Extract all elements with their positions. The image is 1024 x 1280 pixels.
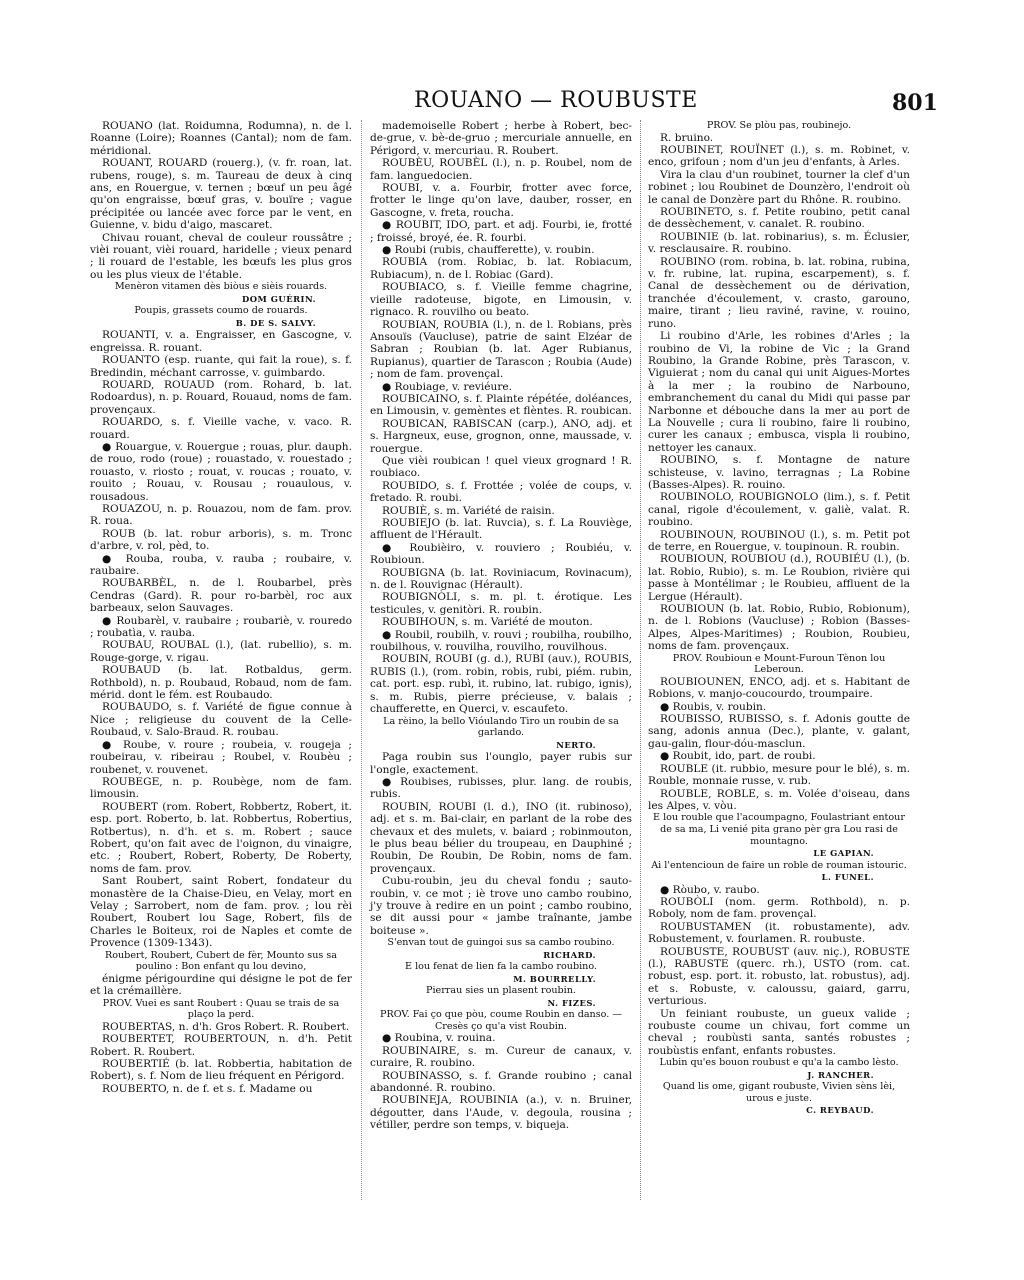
dictionary-entry: ROUBERTIÉ (b. lat. Robbertia, habitation de Robert), s. f. Nom de lieu fréquent en Périgord. [90,1058,352,1083]
quotation: Poupis, grassets coumo de rouards. [134,305,308,317]
dictionary-entry: ROUBIOUNEN, ENCO, adj. et s. Habitant de Robions, v. manjo-coucourdo, troumpaire. [648,675,910,701]
dictionary-entry: ROUBERTET, ROUBERTOUN, n. d'h. Petit Robert. R. Roubert. [90,1033,352,1058]
quotation: E lou fenat de lien fa la cambo roubino. [405,961,597,973]
dictionary-entry: ROUBIN, ROUBI (l. d.), INO (it. rubinoso), adj. et s. m. Bai-clair, en parlant de la robe des chevaux et des mulets, v. baiard ; robinmouton, le plus beau bélier du troupeau, en Dauphiné ; Roubin, De Roubin, De Robin, noms de fam. provençaux. [370,800,632,875]
quotation-author: B. DE S. SALVY. [235,317,316,328]
dictionary-entry: Paga roubin sus l'ounglo, payer rubis sur l'ongle, exactement. [370,751,632,776]
dictionary-entry: ROUARDO, s. f. Vieille vache, v. vaco. R. rouard. [90,416,352,441]
quotation-author: N. FIZES. [547,997,596,1008]
dictionary-entry: ROUBINOLO, ROUBIGNOLO (lim.), s. f. Petit canal, rigole d'écoulement, v. galiè, valat. R. roubino. [648,491,910,529]
dictionary-entry: ROUBAUD (b. lat. Rotbaldus, germ. Rothbold), n. p. Roubaud, Robaud, nom de fam. mérid. dont le fém. est Roubaudo. [90,664,352,702]
quotation: PROV. Fai ço que pòu, coume Roubin en danso. — Cresès ço qu'a vist Roubin. [380,1009,622,1032]
dictionary-entry: ROUBINIE (b. lat. robinarius), s. m. Éclusier, v. resclausaire. R. roubino. [648,230,910,256]
dictionary-entry: ROUANO (lat. Roidumna, Rodumna), n. de l. Roanne (Loire); Roannes (Cantal); nom de fam. méridional. [90,120,352,157]
quotation-author: DOM GUÉRIN. [242,293,316,304]
page-number: 801 [892,90,938,116]
dictionary-entry: ROUBIN, ROUBI (g. d.), RUBI (auv.), ROUBIS, RUBIS (l.), (rom. robin, robis, rubi, piém. rubin, cat. port. esp. rubì, it. rubino, lat. rubigo, ignis), s. m. Rubis, pierre précieuse, v. balais ; chaufferette, en Querci, v. escaufeto. [370,653,632,716]
column-middle [370,120,632,1132]
dictionary-entry: Vira la clau d'un roubinet, tourner la clef d'un robinet ; lou Roubinet de Dounzèro, l'endroit où le canal de Donzère part du Rhône. R. roubino. [648,168,910,206]
dictionary-entry: ROUBIOUN, ROUBIOU (d.), ROUBIÉU (l.), (b. lat. Robio, Rubio), s. m. Le Roubion, rivière qui passe à Montélimar ; le Roubieu, affluent de la Lergue (Hérault). [648,553,910,603]
dictionary-entry: ROUBERTAS, n. d'h. Gros Robert. R. Roubert. [102,1020,350,1033]
dictionary-entry: ● Rouba, rouba, v. rauba ; roubaire, v. raubaire. [90,552,352,577]
dictionary-entry: ROUBUSTE, ROUBUST (auv. niç.), ROBUSTE (l.), RABUSTE (querc. rh.), USTO (rom. cat. robust, esp. port. it. robusto, lat. robustus), adj. et s. Robuste, v. caloussu, gaiard, garru, verturious. [648,945,910,1008]
dictionary-entry: ROUBÈU, ROUBÈL (l.), n. p. Roubel, nom de fam. languedocien. [370,157,632,182]
dictionary-entry: ROUBISSO, RUBISSO, s. f. Adonis goutte de sang, adonis annua (Dec.), plante, v. galant, gau-galin, flour-dóu-masclun. [648,713,910,750]
quotation: S'envan tout de guingoi sus sa cambo roubino. [387,937,615,949]
quotation: PROV. Roubioun e Mount-Furoun Tènon lou Leberoun. [672,652,886,676]
dictionary-entry: ROUBUSTAMEN (it. robustamente), adv. Robustement, v. fourlamen. R. roubuste. [648,920,910,946]
quotation: Roubert, Roubert, Cubert de fèr, Mounto sus sa poulino : Bon enfant qu lou devino, [105,949,337,973]
dictionary-entry: ROUBIAN, ROUBIA (l.), n. de l. Robians, près Ansouïs (Vaucluse), patrie de saint Elzéar de Sabran ; Roubian (b. lat. Ager Rubianus, Rupianus), quartier de Tarascon ; Roubia (Aude) ; nom de fam. provençal. [370,318,632,381]
dictionary-entry: Li roubino d'Arle, les robines d'Arles ; la roubino de Vi, la robine de Vic ; la Grand Roubino, la Grande Robine, près Tarascon, v. Viguierat ; nom du canal qui unit Aigues-Mortes à la mer ; la roubino de Narbouno, embranchement du canal du Midi qui passe par Narbonne et débouche dans la mer au port de La Nouvelle ; cura li roubino, faire li roubino, curer les canaux ; embusca, vispla li roubino, nettoyer les canaux. [648,330,910,454]
dictionary-entry: ROUBAU, ROUBAL (l.), (lat. rubellio), s. m. Rouge-gorge, v. rigau. [90,639,352,664]
dictionary-entry: ● Roubis, v. roubin. [660,700,767,713]
dictionary-entry: ROUBIHOUN, s. m. Variété de mouton. [382,616,593,629]
dictionary-entry: ROUBARBÈL, n. de l. Roubarbel, près Cendras (Gard). R. pour ro-barbèl, roc aux barbeaux, selon Sauvages. [90,577,352,615]
dictionary-entry: ROUBINEJA, ROUBINIA (a.), v. n. Bruiner, dégoutter, dans l'Aude, v. degoula, rousina ; vétiller, perdre son temps, v. biqueja. [370,1094,632,1132]
dictionary-entry: énigme périgourdine qui désigne le pot de fer et la crémaillère. [90,972,352,998]
dictionary-entry: ROUBINAIRE, s. m. Cureur de canaux, v. curaire, R. roubino. [370,1044,632,1070]
dictionary-entry: ROUBIGNA (b. lat. Roviniacum, Rovinacum), n. de l. Rouvignac (Hérault). [370,566,632,592]
dictionary-entry: ROUBERT (rom. Robert, Robbertz, Robert, it. esp. port. Roberto, b. lat. Robbertus, Robertius, Rotbertus), n. d'h. et s. m. Robert ; sauce Robert, qu'on fait avec de l'oignon, du vinaigre, etc. ; Roubert, Robert, Roberty, De Roberty, noms de fam. prov. [90,800,352,875]
dictionary-entry: ROUBICAINO, s. f. Plainte répétée, doléances, en Limousin, v. gemèntes et flèntes. R. roubican. [370,392,632,418]
dictionary-entry: ROUBINO (rom. robina, b. lat. robina, rubina, v. fr. rubine, lat. rupina, escarpement), s. f. Canal de dessèchement ou de dérivation, tranchée d'écoulement, v. crasto, garouno, maire, tirant ; lieu raviné, ravine, v. rouino, runo. [648,255,910,330]
dictionary-entry: ROUBINOUN, ROUBINOU (l.), s. m. Petit pot de terre, en Rouergue, v. toupinoun. R. roubin. [648,528,910,553]
running-title: ROUANO — ROUBUSTE [414,88,698,113]
quotation: Lubin qu'es bouon roubust e qu'a la cambo lèsto. [659,1057,899,1069]
dictionary-entry: ● Roubiage, v. reviéure. [382,380,513,393]
dictionary-entry: ● Roubises, rubisses, plur. lang. de roubis, rubis. [370,775,632,801]
dictionary-entry: ROUBIDO, s. f. Frottée ; volée de coups, v. fretado. R. roubi. [370,479,632,505]
quotation: PROV. Se plòu pas, roubinejo. [706,120,852,131]
dictionary-entry: ROUBERTO, n. de f. et s. f. Madame ou [102,1082,313,1095]
dictionary-entry: ROUBIEJO (b. lat. Ruvcia), s. f. La Rouviège, affluent de l'Hérault. [370,517,632,542]
dictionary-entry: ● Roubina, v. rouina. [382,1032,496,1045]
dictionary-entry: ● Roubil, roubilh, v. rouvi ; roubilha, roubilho, roubilhous, v. rouvilha, rouvilho, rouvilhous. [370,628,632,654]
dictionary-entry: ROUBLE (it. rubbio, mesure pour le blé), s. m. Rouble, monnaie russe, v. rub. [648,762,910,788]
dictionary-entry: ROUANTI, v. a. Engraisser, en Gascogne, v. engreissa. R. rouant. [90,329,352,354]
dictionary-entry: ● Roubit, ido, part. de roubi. [660,750,816,763]
quotation-author: LE GAPIAN. [813,848,874,859]
dictionary-entry: ROUANTO (esp. ruante, qui fait la roue), s. f. Bredindin, méchant carrosse, v. guimbardo. [90,354,352,379]
dictionary-entry: ROUARD, ROUAUD (rom. Rohard, b. lat. Rodoardus), n. p. Rouard, Rouaud, noms de fam. provençaux. [90,378,352,416]
quotation-author: C. REYBAUD. [806,1105,874,1116]
column-left [90,120,352,1095]
dictionary-entry: ● Roube, v. roure ; roubeia, v. rougeja ; roubeirau, v. ribeirau ; Roubel, v. Roubèu ; roubenet, v. rouvenet. [90,738,352,776]
dictionary-entry: ROUANT, ROUARD (rouerg.), (v. fr. roan, lat. rubens, rouge), s. m. Taureau de deux à cinq ans, en Rouergue, v. ternen ; bœuf un peu âgé qu'on engraisse, bœuf gras, v. bouïre ; vague précipitée ou lancée avec force par le vent, en Guienne, v. bidu d'aigo, mascaret. [90,157,352,232]
quotation: Menèron vitamen dès biòus e sièis rouards. [114,281,328,293]
dictionary-entry: ROUBIÈ, s. m. Variété de raisin. [382,504,555,517]
quotation: Quand lis ome, gigant roubuste, Vivien sèns lèi, urous e juste. [662,1081,896,1104]
dictionary-entry: ROUBINO, s. f. Montagne de nature schisteuse, v. lavino, terragnas ; La Robine (Basses-Alpes). R. rouino. [648,454,910,491]
dictionary-entry: ROUBIACO, s. f. Vieille femme chagrine, vieille radoteuse, bigote, en Limousin, v. rignaco. R. rouvilho ou beato. [370,281,632,319]
dictionary-entry: ● Roubièiro, v. rouviero ; Roubiéu, v. Roubioun. [370,541,632,567]
dictionary-entry: ● Roubi (rubis, chaufferette), v. roubin. [382,244,595,257]
quotation: PROV. Vuei es sant Roubert : Quau se trais de sa plaço la perd. [102,997,340,1021]
quotation: E lou rouble que l'acoumpagno, Foulastriant entour de sa ma, Li venié pita grano pèr gra Lou rasi de mountagno. [653,812,905,847]
dictionary-entry: ● ROUBIT, IDO, part. et adj. Fourbi, ie, frotté ; froissé, broyé, ée. R. fourbi. [370,219,632,244]
quotation-author: NERTO. [556,739,596,750]
dictionary-entry: ROUBIA (rom. Robiac, b. lat. Robiacum, Rubiacum), n. de l. Robiac (Gard). [370,256,632,281]
quotation: Ai l'entencioun de faire un roble de rouman istouric. [651,859,907,871]
dictionary-entry: Sant Roubert, saint Robert, fondateur du monastère de la Chaise-Dieu, en Velay, mort en Velay ; Sarrobert, nom de fam. prov. ; lou rèi Roubert, Roubert lou Sage, Robert, fils de Charles le Boiteux, roi de Naples et comte de Provence (1309-1343). [90,875,352,950]
dictionary-entry: ROUAZOU, n. p. Rouazou, nom de fam. prov. R. roua. [90,502,352,528]
dictionary-entry: ROUBEGE, n. p. Roubège, nom de fam. limousin. [90,775,352,801]
quotation-author: L. FUNEL. [821,872,874,883]
dictionary-entry: ROUBLE, ROBLE, s. m. Volée d'oiseau, dans les Alpes, v. vòu. [648,787,910,812]
dictionary-entry: ● Ròubo, v. raubo. [660,883,760,896]
dictionary-entry: ROUBICAN, RABISCAN (carp.), ANO, adj. et s. Hargneux, euse, grognon, onne, maussade, v. rouergue. [370,417,632,455]
dictionary-entry: ROUBIGNÒLI, s. m. pl. t. érotique. Les testicules, v. genitòri. R. roubin. [370,591,632,616]
quotation-author: M. BOURRELLY. [513,973,596,984]
dictionary-entry: ROUBÒLI (nom. germ. Rothbold), n. p. Roboly, nom de fam. provençal. [648,895,910,921]
dictionary-entry: ROUBINETO, s. f. Petite roubino, petit canal de dessèchement, v. canalet. R. roubino. [648,206,910,231]
dictionary-entry: ROUBINET, ROUÏNET (l.), s. m. Robinet, v. enco, grifoun ; nom d'un jeu d'enfants, à Arles. [648,144,910,169]
column-divider [640,120,641,1200]
column-right [648,120,910,1117]
dictionary-entry: ● Roubarèl, v. raubaire ; roubariè, v. rouredo ; roubatìa, v. rauba. [90,614,352,640]
dictionary-entry: ROUB (b. lat. robur arboris), s. m. Tronc d'arbre, v. rol, pèd, to. [90,527,352,553]
dictionary-entry: ROUBIOUN (b. lat. Robio, Rubio, Robionum), n. de l. Robions (Vaucluse) ; Robion (Basses-Alpes, Alpes-Maritimes) ; Roubion, Roubieu, noms de fam. provençaux. [648,603,910,653]
column-divider [361,120,362,1200]
dictionary-entry: ROUBAUDO, s. f. Variété de figue connue à Nice ; religieuse du couvent de la Celle-Roubaud, v. Salo-Braud. R. roubau. [90,701,352,739]
dictionary-entry: Un feiniant roubuste, un gueux valide ; roubuste coume un chivau, fort comme un cheval ; roubùsti santa, santés robustes ; roubùstis enfant, enfants robustes. [648,1007,910,1057]
quotation-author: RICHARD. [543,949,596,960]
page-header [0,88,1024,118]
dictionary-entry: Que vièi roubican ! quel vieux grognard ! R. roubiaco. [370,454,632,480]
dictionary-entry: mademoiselle Robert ; herbe à Robert, bec-de-grue, v. bè-de-gruo ; mercuriale annuelle, en Périgord, v. mercuriau. R. Roubert. [370,120,632,157]
dictionary-entry: Chivau rouant, cheval de couleur roussâtre ; vièi rouant, vièi rouard, haridelle ; vieux penard ; li rouard de l'estable, les bœufs les plus gros ou les plus vieux de l'étable. [90,231,352,281]
dictionary-entry: ROUBINASSO, s. f. Grande roubino ; canal abandonné. R. roubino. [370,1069,632,1094]
dictionary-entry: ROUBI, v. a. Fourbir, frotter avec force, frotter le linge qu'on lave, dauber, rosser, en Gascogne, v. freta, roucha. [370,182,632,219]
quotation: La rèino, la bello Vióulando Tiro un roubin de sa garlando. [383,715,619,739]
quotation: Pierrau sies un plasent roubin. [426,985,576,997]
dictionary-entry: R. bruino. [660,131,714,144]
dictionary-entry: ● Rouargue, v. Rouergue ; rouas, plur. dauph. de rouo, rodo (roue) ; rouastado, v. rouestado ; rouasto, v. riosto ; rouat, v. roucas ; rouato, v. rouito ; Rouau, v. Rousau ; rouaulous, v. rousadous. [90,440,352,503]
dictionary-entry: Cubu-roubin, jeu du cheval fondu ; sauto-roubin, v. ce mot ; iè trove uno cambo roubino, j'y trouve à redire en un point ; cambo roubino, se dit aussi pour « jambe traînante, jambe boiteuse ». [370,875,632,937]
quotation-author: J. RANCHER. [807,1069,874,1080]
